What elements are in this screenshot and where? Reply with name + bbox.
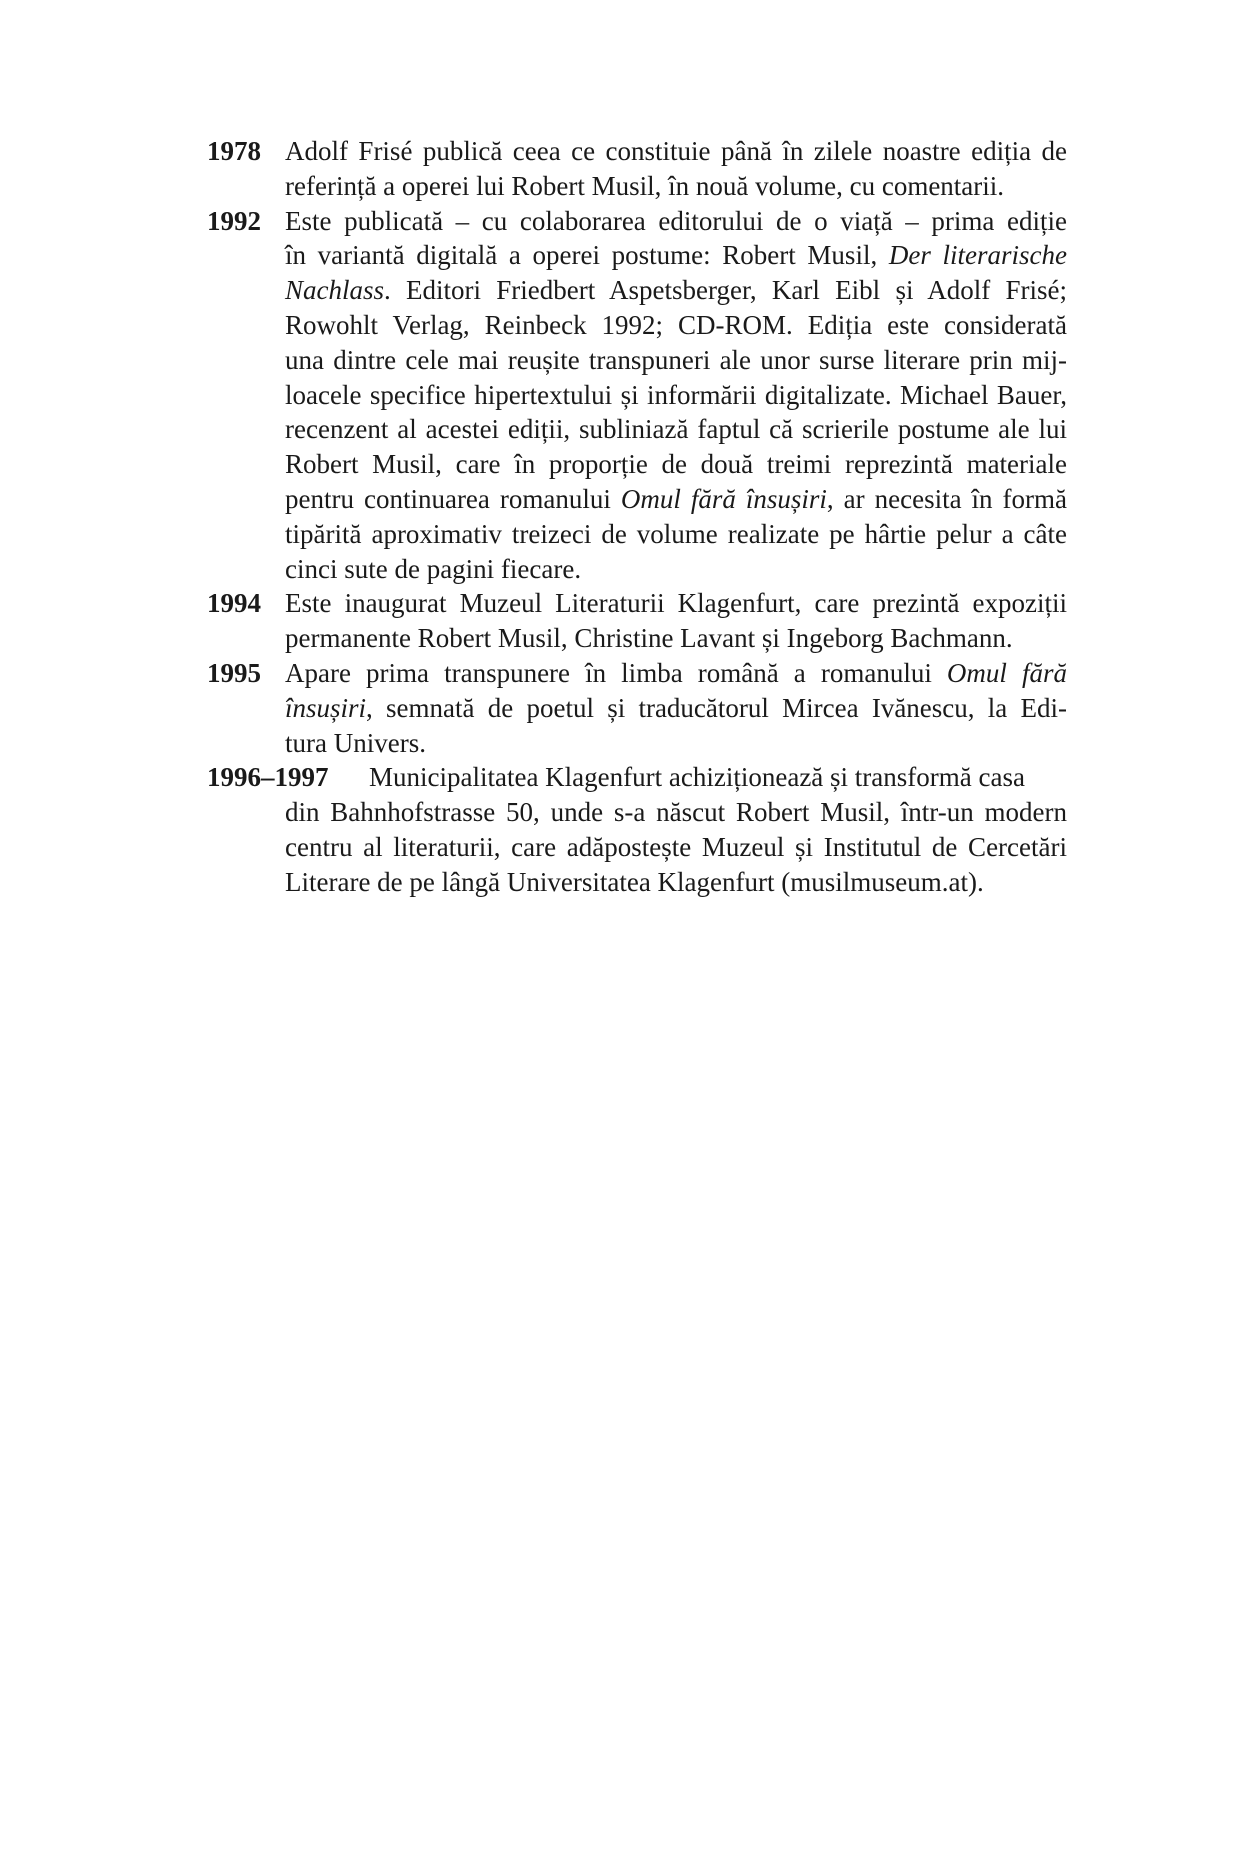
entry-year: 1992 xyxy=(207,205,261,236)
italic-title: Omul fără însușiri xyxy=(620,483,827,514)
text-line: Municipalitatea Klagenfurt achiziționează și transformă casa xyxy=(369,762,1025,793)
entry-text xyxy=(285,586,1067,656)
text-line: Adolf Frisé publică ceea ce constituie până în zilele noastre ediția de xyxy=(285,136,1067,166)
text-run: în variantă digitală a operei postume: Robert Musil, xyxy=(285,240,889,271)
chronology-entry xyxy=(207,134,1067,204)
chronology-entry xyxy=(207,586,1067,656)
chronology-entry xyxy=(207,760,1067,899)
text-line: recenzent al acestei ediții, subliniază faptul că scrierile postume ale lui xyxy=(285,414,1067,445)
text-line xyxy=(285,273,1067,308)
text-run: pentru continuarea romanului xyxy=(285,483,621,514)
text-run: , ar necesita în formă xyxy=(826,483,1068,514)
text-line: Este publicată – cu colaborarea editorului de o viață – prima ediție xyxy=(285,205,1067,236)
entry-text xyxy=(285,204,1067,587)
text-line: Este inaugurat Muzeul Literaturii Klagenfurt, care prezintă expoziții xyxy=(285,588,1067,619)
italic-title: Der literarische xyxy=(888,240,1067,271)
text-line: cinci sute de pagini fiecare. xyxy=(285,553,582,584)
chronology-entry xyxy=(207,656,1067,760)
text-line: centru al literaturii, care adăpostește Muzeul și Institutul de Cercetări xyxy=(285,831,1067,862)
text-line xyxy=(285,691,1067,726)
text-line: din Bahnhofstrasse 50, unde s-a născut Robert Musil, într-un modern xyxy=(285,797,1067,828)
text-line: Robert Musil, care în proporție de două treimi reprezintă materiale xyxy=(285,449,1067,480)
text-line: referință a operei lui Robert Musil, în nouă volume, cu comentarii. xyxy=(285,170,1005,201)
text-line xyxy=(285,656,1067,691)
text-run: . Editori Friedbert Aspetsberger, Karl Eibl și Adolf Frisé; xyxy=(384,275,1067,306)
text-line: tipărită aproximativ treizeci de volume realizate pe hârtie pelur a câte xyxy=(285,518,1067,549)
text-line: permanente Robert Musil, Christine Lavant și Ingeborg Bachmann. xyxy=(285,623,1013,654)
text-line: Literare de pe lângă Universitatea Klagenfurt (musilmuseum.at). xyxy=(285,866,984,897)
text-run: Apare prima transpunere în limba română a romanului xyxy=(285,657,947,688)
italic-title: însușiri xyxy=(285,692,367,723)
text-line xyxy=(285,482,1067,517)
entry-year: 1994 xyxy=(207,588,261,619)
entry-year: 1978 xyxy=(207,136,261,166)
text-line xyxy=(285,238,1067,273)
chronology-list xyxy=(207,134,1067,900)
text-run: , semnată de poetul și traducătorul Mircea Ivănescu, la Edi- xyxy=(366,692,1067,723)
entry-text xyxy=(285,760,1067,899)
italic-title: Nachlass xyxy=(285,275,385,306)
text-line: tura Univers. xyxy=(285,727,426,758)
entry-text xyxy=(285,134,1067,204)
entry-year: 1995 xyxy=(207,657,261,688)
text-line: Rowohlt Verlag, Reinbeck 1992; CD-ROM. Ediția este considerată xyxy=(285,309,1067,340)
chronology-entry xyxy=(207,204,1067,587)
text-line: una dintre cele mai reușite transpuneri ale unor surse literare prin mij- xyxy=(285,344,1067,375)
entry-text xyxy=(285,656,1067,760)
text-line: loacele specifice hipertextului și informării digitalizate. Michael Bauer, xyxy=(285,379,1067,410)
entry-year: 1996–1997 xyxy=(207,762,329,793)
italic-title: Omul fără xyxy=(946,657,1067,688)
